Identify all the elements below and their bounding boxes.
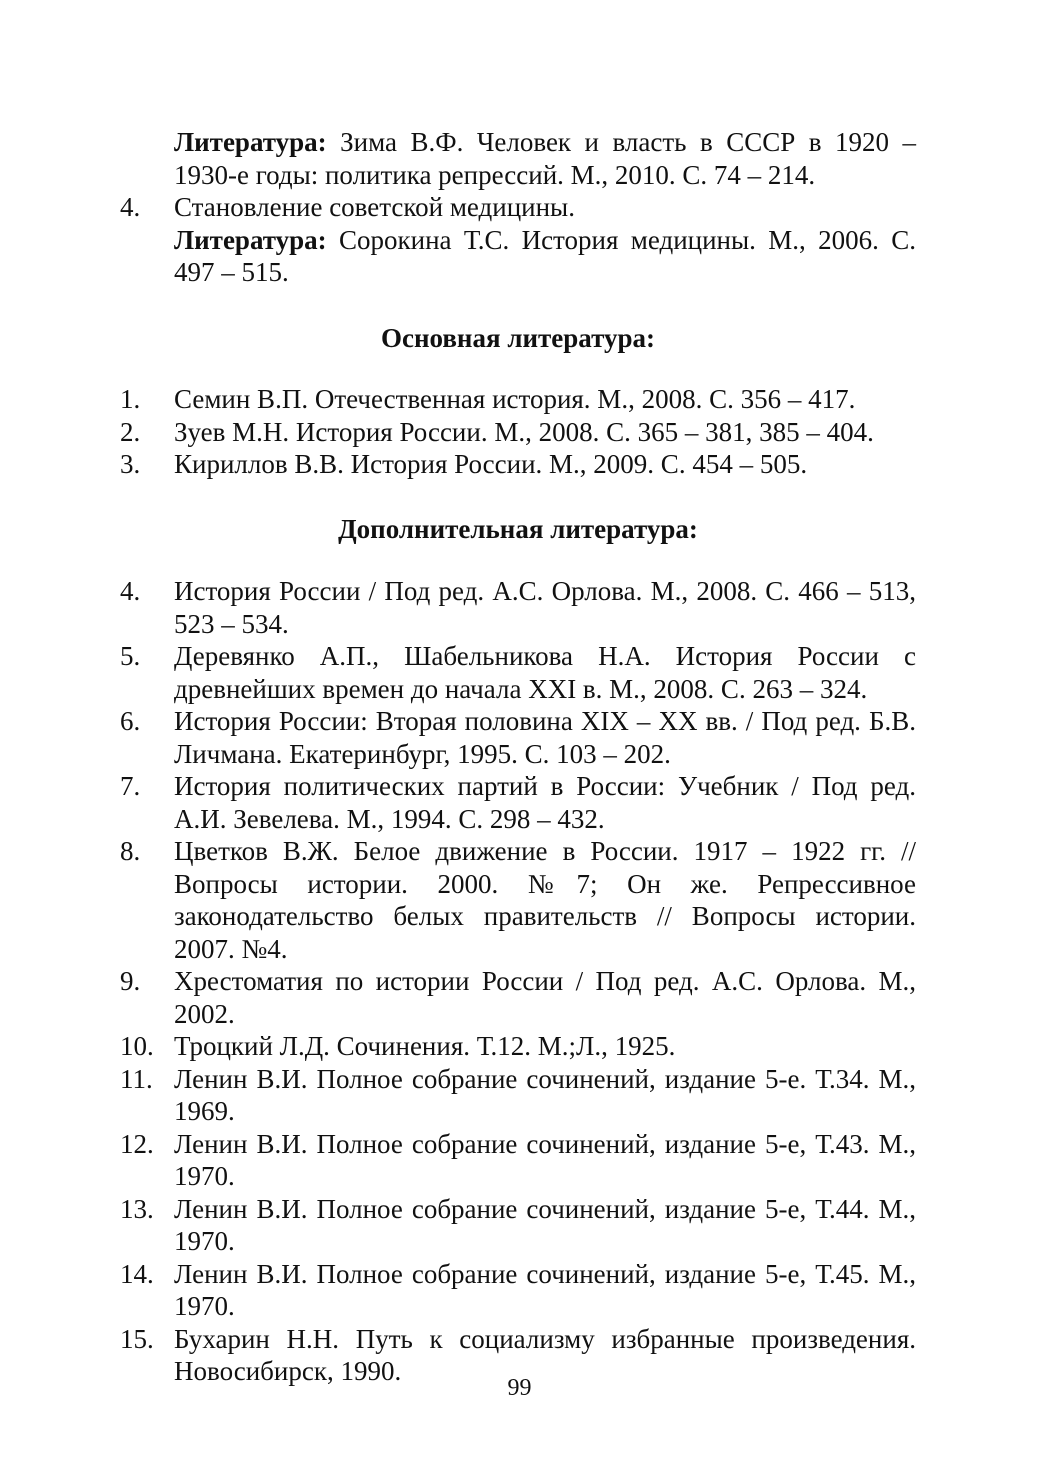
list-item — [120, 770, 916, 835]
list-item — [120, 575, 916, 640]
main-literature-list — [120, 383, 916, 481]
list-item-number: 12. — [120, 1128, 154, 1159]
list-item-text: Ленин В.И. Полное собрание сочинений, издание 5-е, Т.45. М., 1970. — [174, 1258, 916, 1321]
additional-literature-list — [120, 575, 916, 1388]
list-item-text: Ленин В.И. Полное собрание сочинений, издание 5-е. Т.34. М., 1969. — [174, 1063, 916, 1126]
list-item-number: 15. — [120, 1323, 154, 1354]
literature-reference: Зима В.Ф. Человек и власть в СССР в 1920 – 1930-е годы: политика репрессий. М., 2010. С. 74 – 214. — [174, 127, 916, 190]
list-item — [120, 448, 916, 481]
topic-item — [120, 191, 916, 224]
list-item — [120, 965, 916, 1030]
list-item — [120, 1128, 916, 1193]
list-item-number: 7. — [120, 771, 141, 801]
list-item-text: История политических партий в России: Учебник / Под ред. А.И. Зевелева. М., 1994. С. 298 – 432. — [174, 771, 916, 834]
list-item-number: 5. — [120, 641, 141, 671]
spacer — [120, 224, 174, 289]
list-item-number: 6. — [120, 706, 141, 736]
list-item-number: 4. — [120, 576, 141, 606]
list-item-text: Хрестоматия по истории России / Под ред. А.С. Орлова. М., 2002. — [174, 966, 916, 1029]
list-item-number: 13. — [120, 1193, 154, 1224]
list-item-text: Цветков В.Ж. Белое движение в России. 1917 – 1922 гг. // Вопросы истории. 2000. №7; Он же. Репрессивное законодательство белых правительств // Вопросы истории. 2007. №4. — [174, 836, 916, 964]
list-item-text: История России: Вторая половина XIX – XX вв. / Под ред. Б.В. Личмана. Екатеринбург, 1995. С. 103 – 202. — [174, 706, 916, 769]
main-literature-heading: Основная литература: — [380, 323, 656, 353]
list-item-text: Ленин В.И. Полное собрание сочинений, издание 5-е, Т.43. М., 1970. — [174, 1128, 916, 1191]
list-item-number: 1. — [120, 384, 141, 414]
list-item-number: 8. — [120, 836, 141, 866]
list-item-number: 14. — [120, 1258, 154, 1289]
list-item — [120, 416, 916, 449]
list-item — [120, 383, 916, 416]
list-item — [120, 835, 916, 965]
literature-text — [174, 224, 916, 289]
list-item — [120, 1193, 916, 1258]
list-item-text: Деревянко А.П., Шабельникова Н.А. История России с древнейших времен до начала XXI в. М., 2008. С. 263 – 324. — [174, 641, 916, 704]
list-item-number: 11. — [120, 1063, 153, 1094]
literature-label: Литература: — [174, 224, 327, 255]
list-item-number: 10. — [120, 1031, 154, 1061]
list-item-text: Кириллов В.В. История России. М., 2009. С. 454 – 505. — [174, 449, 808, 479]
topic-title: Становление советской медицины. — [174, 192, 575, 222]
list-item-text: Зуев М.Н. История России. М., 2008. С. 365 – 381, 385 – 404. — [174, 416, 874, 447]
continuation-block — [120, 126, 916, 289]
list-item-number: 9. — [120, 966, 141, 996]
list-item-text: Бухарин Н.Н. Путь к социализму избранные произведения. Новосибирск, 1990. — [174, 1323, 916, 1386]
literature-label: Литература: — [174, 127, 327, 157]
literature-entry — [120, 224, 916, 289]
list-item-text: Семин В.П. Отечественная история. М., 2008. С. 356 – 417. — [174, 384, 856, 414]
spacer — [120, 126, 174, 191]
list-item — [120, 1030, 916, 1063]
additional-literature-heading: Дополнительная литература: — [338, 514, 698, 544]
list-item-number: 2. — [120, 416, 141, 447]
list-item — [120, 705, 916, 770]
list-item — [120, 1063, 916, 1128]
list-item-number: 3. — [120, 449, 141, 479]
list-item — [120, 1258, 916, 1323]
literature-entry — [120, 126, 916, 191]
literature-reference: Сорокина Т.С. История медицины. М., 2006. С. 497 – 515. — [174, 224, 916, 287]
page-number: 99 — [507, 1375, 532, 1401]
literature-text — [174, 126, 916, 191]
list-item-text: Троцкий Л.Д. Сочинения. Т.12. М.;Л., 1925. — [174, 1031, 676, 1061]
list-item-text: История России / Под ред. А.С. Орлова. М., 2008. С. 466 – 513, 523 – 534. — [174, 576, 916, 639]
list-item — [120, 640, 916, 705]
list-item-text: Ленин В.И. Полное собрание сочинений, издание 5-е, Т.44. М., 1970. — [174, 1193, 916, 1256]
topic-number: 4. — [120, 192, 141, 222]
